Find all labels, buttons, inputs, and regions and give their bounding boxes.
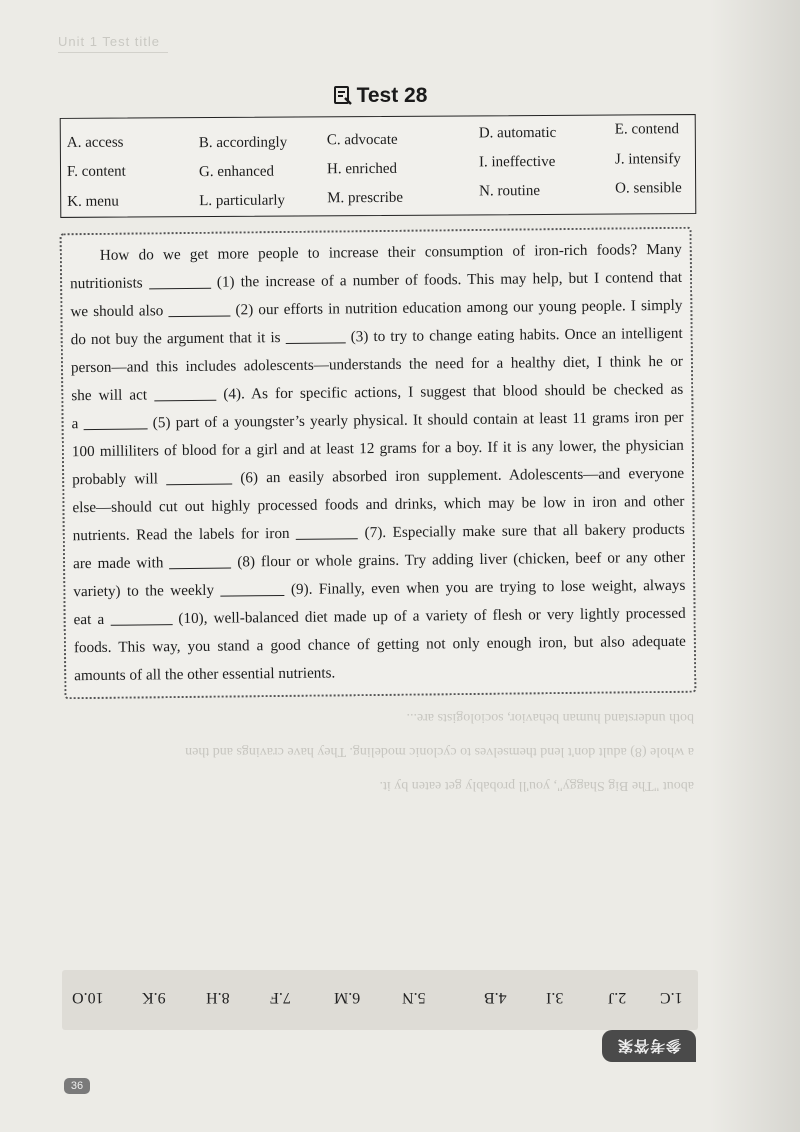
option-h: H. enriched — [326, 160, 398, 178]
answer-1: 1.C — [660, 989, 683, 1006]
passage-line: else—should cut out highly processed foods and drinks, which may be low in iron and other — [72, 492, 685, 517]
blank-4[interactable] — [154, 386, 216, 402]
option-c: C. advocate — [326, 131, 398, 149]
answer-10: 10.O — [72, 989, 104, 1006]
passage-line: do not buy the argument that it is (3) to try to change eating habits. Once an intelligent — [70, 324, 683, 349]
answer-5: 5.N — [402, 989, 426, 1006]
option-o: O. sensible — [615, 180, 682, 197]
option-m: M. prescribe — [327, 189, 404, 207]
page-edge-shadow — [710, 0, 800, 1132]
title-text: Test 28 — [356, 84, 428, 107]
passage-line: eat a (10), well-balanced diet made up of a variety of flesh or very lightly processed — [73, 604, 686, 629]
passage-line: variety) to the weekly (9). Finally, even when you are trying to lose weight, always — [73, 576, 686, 601]
blank-9[interactable] — [220, 581, 284, 597]
option-b: B. accordingly — [198, 134, 288, 152]
passage-line: are made with (8) flour or whole grains. Try adding liver (chicken, beef or any other — [72, 548, 686, 573]
option-j: J. intensify — [614, 151, 681, 168]
passage-line: How do we get more people to increase their consumption of iron-rich foods? Many — [99, 240, 682, 264]
blank-7[interactable] — [296, 524, 358, 540]
word-options-box — [60, 114, 697, 218]
passage-line: nutrients. Read the labels for iron (7). Especially make sure that all bakery products — [72, 520, 685, 545]
option-i: I. ineffective — [478, 153, 556, 171]
passage-line: person—and this includes adolescents—understands the need for a healthy diet, I think he or — [70, 352, 684, 377]
answer-9: 9.K — [142, 989, 166, 1006]
header-rule — [58, 52, 168, 53]
answer-key-label: 参考答案 — [602, 1030, 696, 1062]
option-g: G. enhanced — [198, 163, 275, 181]
running-header: Unit 1 Test title — [58, 34, 161, 49]
cloze-passage — [60, 227, 697, 700]
option-a: A. access — [66, 134, 124, 151]
passage-line: 100 milliliters of blood for a girl and at least 12 grams for a boy. If it is any lower, the physician — [71, 436, 684, 461]
passage-line: foods. This way, you stand a good chance of getting not only enough iron, but also adequate — [73, 632, 686, 657]
blank-2[interactable] — [168, 302, 230, 318]
option-e: E. contend — [614, 121, 679, 138]
answer-3: 3.I — [546, 989, 564, 1006]
blank-6[interactable] — [166, 470, 232, 486]
bleed-through-text: about "The Big Shaggy", you'll probably get eaten by it. a whole (8) adult don't lend themselves to cyclonic modeling. They have cravings and then both understand human behavior, sociologists are... — [185, 710, 694, 793]
answer-7: 7.F — [270, 989, 291, 1006]
blank-5[interactable] — [83, 414, 147, 430]
blank-1[interactable] — [149, 274, 211, 290]
blank-10[interactable] — [110, 610, 172, 626]
option-d: D. automatic — [478, 124, 557, 142]
page-number: 36 — [64, 1078, 90, 1094]
option-k: K. menu — [67, 193, 119, 210]
passage-line: we should also (2) our efforts in nutrition education among our young people. I simply — [70, 296, 683, 321]
answer-8: 8.H — [206, 989, 230, 1006]
option-f: F. content — [66, 163, 126, 180]
answer-4: 4.B — [484, 989, 507, 1006]
passage-line: she will act (4). As for specific actions, I suggest that blood should be checked as — [71, 380, 684, 405]
passage-line: a (5) part of a youngster’s yearly physical. It should contain at least 11 grams iron per — [71, 408, 684, 433]
answer-2: 2.J — [608, 989, 627, 1006]
passage-line: probably will (6) an easily absorbed iron supplement. Adolescents—and everyone — [72, 464, 685, 489]
passage-line: amounts of all the other essential nutrients. — [74, 664, 336, 685]
page-title — [0, 84, 760, 111]
option-n: N. routine — [479, 183, 541, 200]
option-l: L. particularly — [199, 192, 286, 210]
document-icon — [333, 85, 353, 111]
answer-key-strip — [62, 970, 698, 1030]
blank-8[interactable] — [169, 554, 231, 570]
blank-3[interactable] — [286, 328, 346, 344]
answer-6: 6.M — [334, 989, 361, 1006]
passage-line: nutritionists (1) the increase of a number of foods. This may help, but I contend that — [70, 268, 683, 293]
